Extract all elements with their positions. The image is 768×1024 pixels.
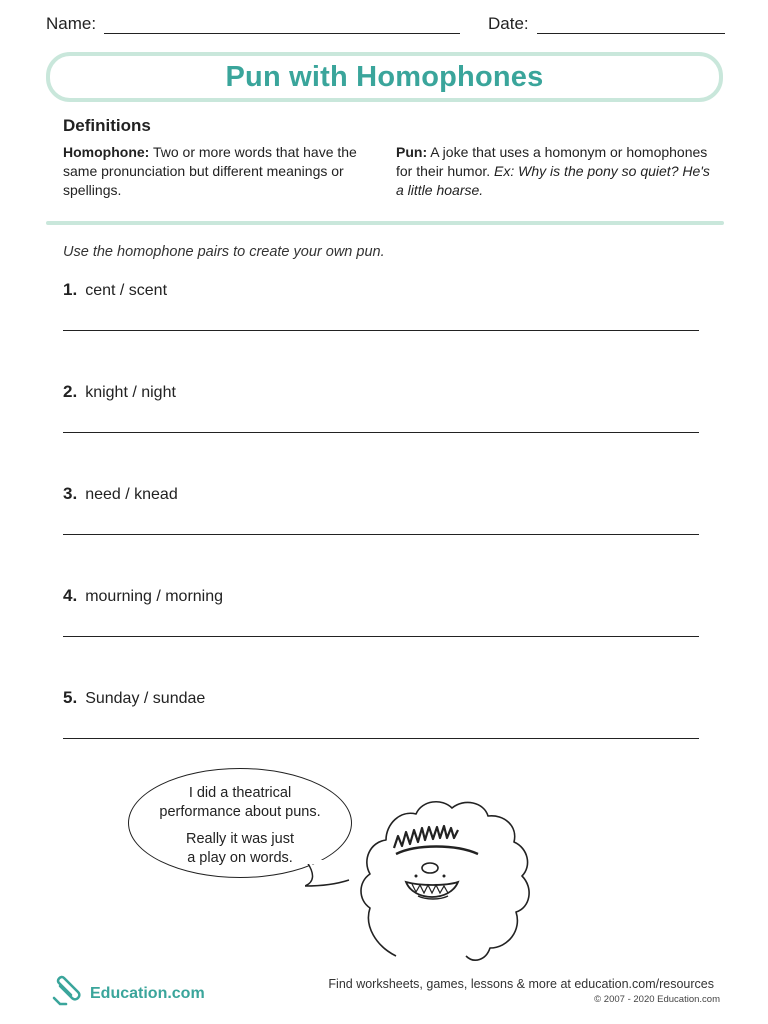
answer-line[interactable]: [63, 432, 699, 433]
name-line[interactable]: [104, 14, 460, 34]
furry-monster-illustration: [356, 796, 536, 966]
pun-term: Pun:: [396, 144, 428, 160]
answer-line[interactable]: [63, 330, 699, 331]
item-pair: mourning / morning: [85, 588, 224, 605]
item-pair: Sunday / sundae: [85, 690, 206, 707]
item-number: 3.: [63, 484, 78, 503]
item-number: 5.: [63, 688, 78, 707]
date-line[interactable]: [537, 14, 725, 34]
section-divider: [46, 221, 724, 225]
list-item: [63, 280, 699, 300]
item-pair: knight / night: [85, 384, 176, 401]
name-label: Name:: [46, 14, 97, 33]
name-field[interactable]: [46, 14, 460, 34]
date-field[interactable]: [488, 14, 725, 34]
item-number: 2.: [63, 382, 78, 401]
answer-line[interactable]: [63, 738, 699, 739]
list-item: [63, 586, 699, 606]
title-banner: [46, 52, 723, 102]
list-item: [63, 382, 699, 402]
homophone-term: Homophone:: [63, 144, 150, 160]
item-number: 1.: [63, 280, 78, 299]
item-number: 4.: [63, 586, 78, 605]
item-pair: cent / scent: [85, 282, 168, 299]
answer-line[interactable]: [63, 636, 699, 637]
instructions: Use the homophone pairs to create your own pun.: [63, 244, 385, 260]
definitions-heading: Definitions: [63, 116, 151, 135]
list-item: [63, 688, 699, 708]
brand-name: Education.com: [90, 985, 205, 1002]
item-pair: need / knead: [85, 486, 178, 503]
pun-text: A joke that uses a homonym or homophones for their humor.: [396, 144, 708, 179]
homophone-definition: [63, 143, 373, 200]
pun-example: Ex: Why is the pony so quiet? He's a little hoarse.: [396, 163, 710, 198]
bubble-line-3: Really it was just: [186, 831, 294, 847]
footer-copyright: © 2007 - 2020 Education.com: [594, 994, 720, 1005]
paperclip-logo-icon: [52, 972, 86, 1006]
list-item: [63, 484, 699, 504]
education-logo[interactable]: [52, 972, 205, 1006]
homophone-text: Two or more words that have the same pronunciation but different meanings or spellings.: [63, 144, 357, 198]
date-label: Date:: [488, 14, 529, 33]
page-title: Pun with Homophones: [225, 60, 544, 93]
speech-bubble-text: [128, 784, 352, 867]
bubble-line-1: I did a theatrical: [188, 785, 292, 801]
pun-definition: [396, 143, 716, 200]
footer-tagline[interactable]: Find worksheets, games, lessons & more at education.com/resources: [328, 977, 714, 991]
bubble-line-4: a play on words.: [187, 849, 293, 866]
bubble-line-2: performance about puns.: [159, 803, 321, 820]
answer-line[interactable]: [63, 534, 699, 535]
